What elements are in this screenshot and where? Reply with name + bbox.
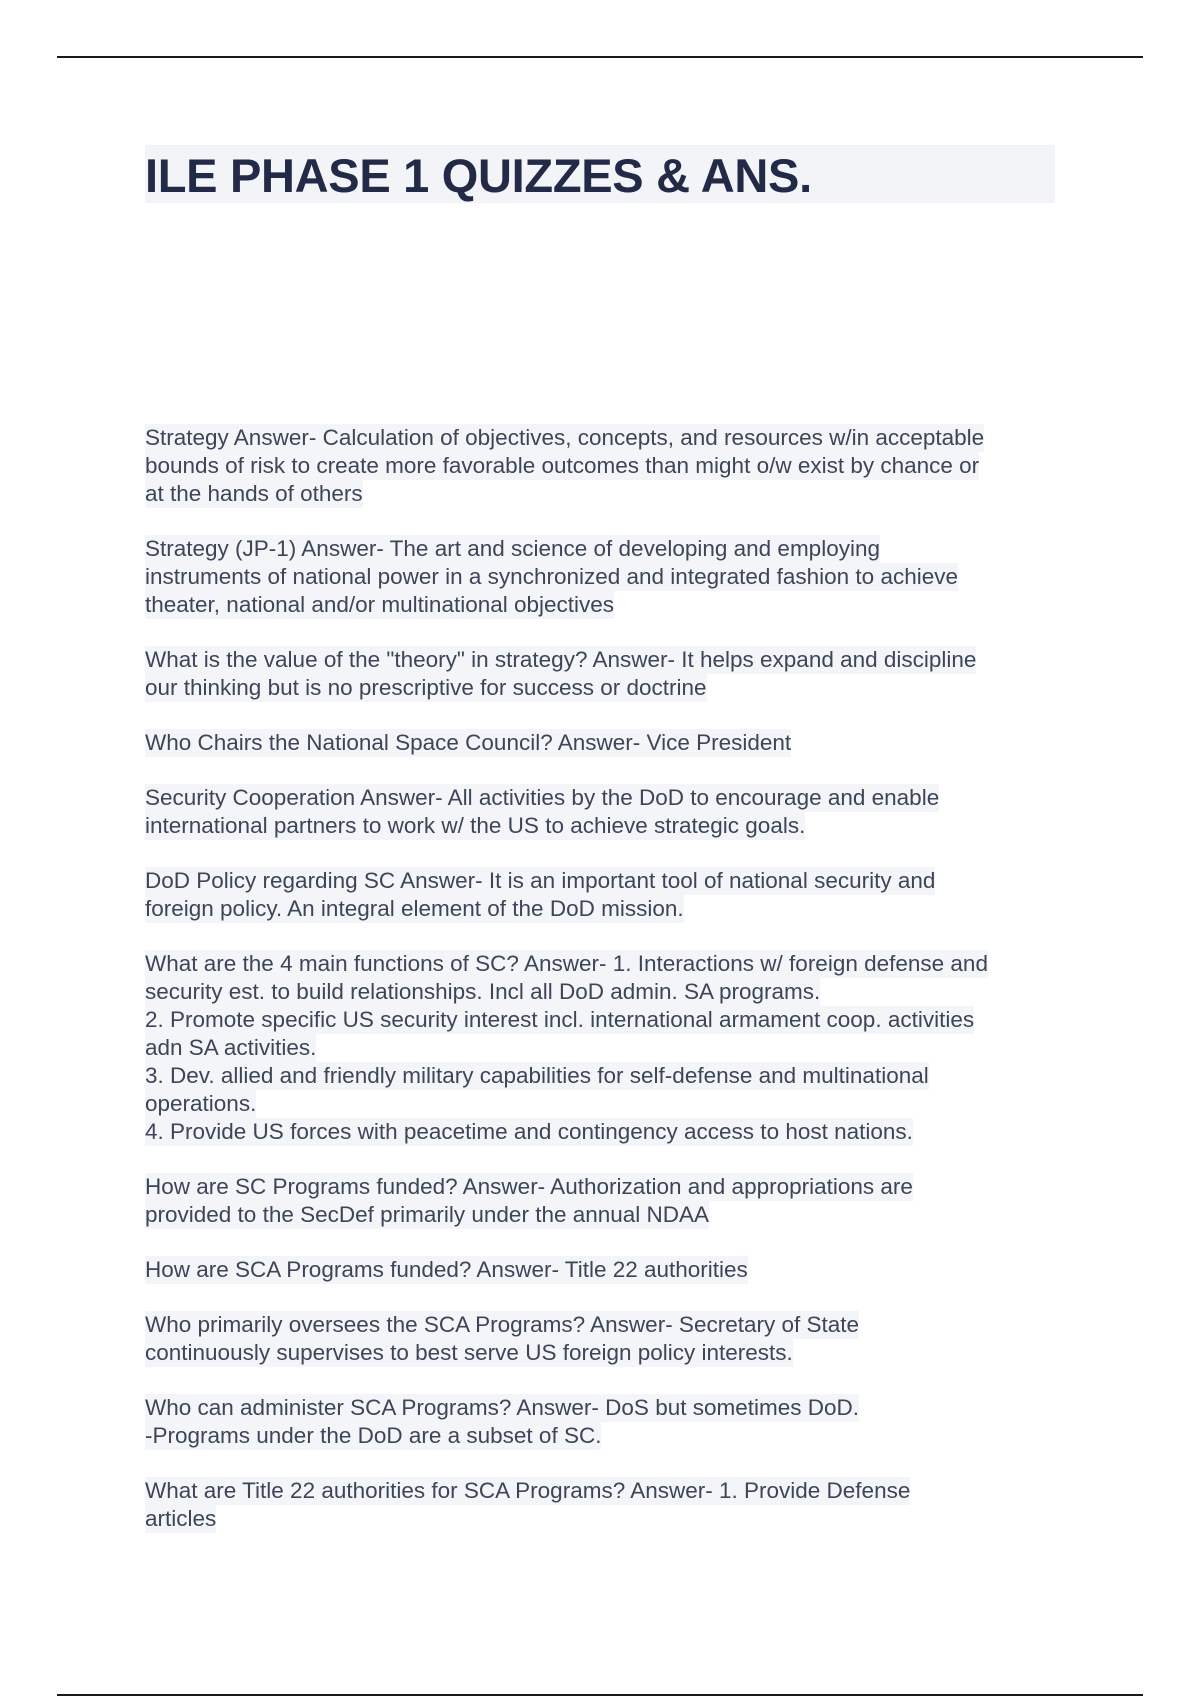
- qa-list: [145, 424, 1070, 1560]
- qa-line: What is the value of the "theory" in strategy? Answer- It helps expand and discipline: [145, 647, 977, 672]
- qa-line: How are SCA Programs funded? Answer- Title 22 authorities: [145, 1257, 748, 1282]
- qa-line: What are the 4 main functions of SC? Answer- 1. Interactions w/ foreign defense and: [145, 951, 988, 976]
- qa-line: Strategy Answer- Calculation of objectives, concepts, and resources w/in acceptable: [145, 425, 985, 450]
- qa-line: continuously supervises to best serve US foreign policy interests.: [145, 1340, 793, 1365]
- qa-entry: [145, 424, 1070, 508]
- qa-entry: [145, 1311, 1070, 1367]
- header-rule: [57, 56, 1143, 58]
- qa-entry: [145, 784, 1070, 840]
- qa-line: bounds of risk to create more favorable outcomes than might o/w exist by chance or: [145, 453, 980, 478]
- qa-line: Strategy (JP-1) Answer- The art and science of developing and employing: [145, 536, 880, 561]
- title-block: [145, 145, 1055, 203]
- qa-entry: [145, 1256, 1070, 1284]
- qa-line: our thinking but is no prescriptive for success or doctrine: [145, 675, 707, 700]
- qa-line: operations.: [145, 1091, 257, 1116]
- qa-line: theater, national and/or multinational objectives: [145, 592, 615, 617]
- footer-rule: [57, 1694, 1143, 1696]
- qa-line: What are Title 22 authorities for SCA Programs? Answer- 1. Provide Defense: [145, 1478, 911, 1503]
- qa-line: How are SC Programs funded? Answer- Authorization and appropriations are: [145, 1174, 913, 1199]
- qa-line: adn SA activities.: [145, 1035, 317, 1060]
- qa-entry: [145, 1173, 1070, 1229]
- qa-line: foreign policy. An integral element of the DoD mission.: [145, 896, 684, 921]
- qa-line: at the hands of others: [145, 481, 363, 506]
- qa-entry: [145, 646, 1070, 702]
- qa-entry: [145, 867, 1070, 923]
- qa-line: -Programs under the DoD are a subset of SC.: [145, 1423, 602, 1448]
- qa-entry: [145, 729, 1070, 757]
- qa-entry: [145, 1477, 1070, 1533]
- qa-line: Security Cooperation Answer- All activities by the DoD to encourage and enable: [145, 785, 940, 810]
- qa-line: provided to the SecDef primarily under the annual NDAA: [145, 1202, 710, 1227]
- qa-line: Who primarily oversees the SCA Programs? Answer- Secretary of State: [145, 1312, 860, 1337]
- qa-line: security est. to build relationships. Incl all DoD admin. SA programs.: [145, 979, 821, 1004]
- qa-entry: [145, 1394, 1070, 1450]
- qa-line: 2. Promote specific US security interest incl. international armament coop. activities: [145, 1007, 975, 1032]
- qa-line: international partners to work w/ the US to achieve strategic goals.: [145, 813, 806, 838]
- qa-line: Who Chairs the National Space Council? Answer- Vice President: [145, 730, 792, 755]
- qa-line: 4. Provide US forces with peacetime and contingency access to host nations.: [145, 1119, 913, 1144]
- qa-line: articles: [145, 1506, 217, 1531]
- qa-line: DoD Policy regarding SC Answer- It is an important tool of national security and: [145, 868, 936, 893]
- qa-line: Who can administer SCA Programs? Answer- DoS but sometimes DoD.: [145, 1395, 860, 1420]
- qa-line: instruments of national power in a synchronized and integrated fashion to achieve: [145, 564, 958, 589]
- page-title: ILE PHASE 1 QUIZZES & ANS.: [145, 149, 812, 202]
- qa-line: 3. Dev. allied and friendly military capabilities for self-defense and multinational: [145, 1063, 929, 1088]
- qa-entry: [145, 535, 1070, 619]
- qa-entry: [145, 950, 1070, 1146]
